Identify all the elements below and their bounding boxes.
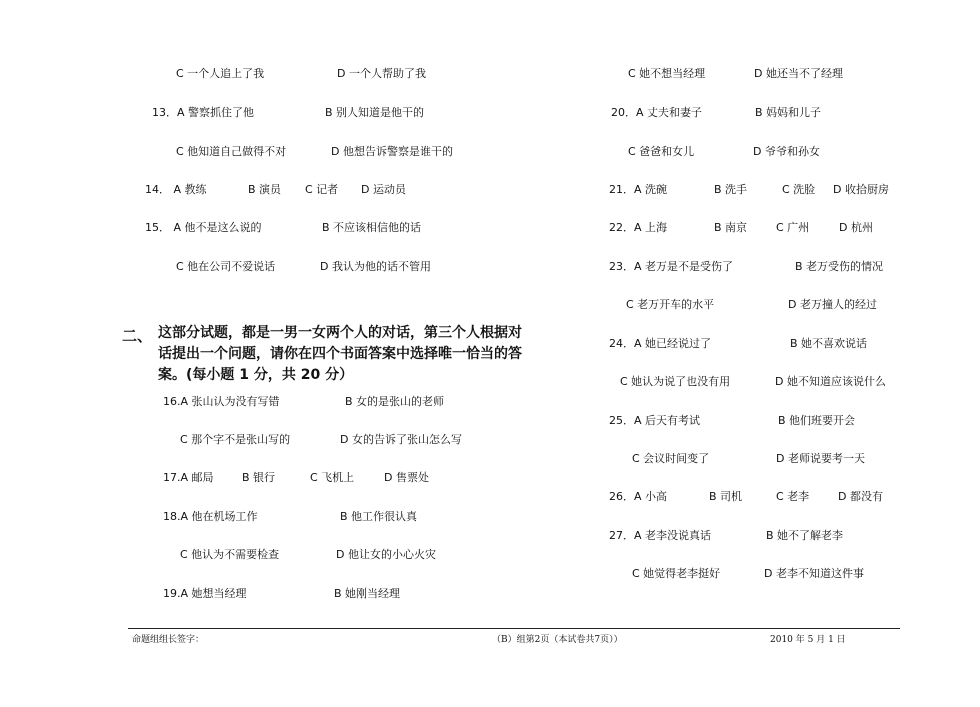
answer-option: D 我认为他的话不管用	[320, 260, 431, 273]
question-27: 27．A 老李没说真话	[609, 529, 712, 542]
answer-option: B 不应该相信他的话	[322, 221, 422, 234]
instruction-line: 案。(每小题 1 分，共 20 分）	[158, 367, 354, 383]
answer-option: B 南京	[714, 221, 748, 234]
answer-option: D 他让女的小心火灾	[336, 548, 436, 561]
answer-option: C 老万开车的水平	[626, 298, 715, 311]
answer-option: C 她觉得老李挺好	[632, 567, 721, 580]
question-14: 14． A 教练	[145, 183, 207, 196]
question-23: 23．A 老万是不是受伤了	[609, 260, 734, 273]
answer-option: B 妈妈和儿子	[755, 106, 822, 119]
answer-option: D 爷爷和孙女	[753, 145, 820, 158]
answer-option: B 别人知道是他干的	[325, 106, 425, 119]
answer-option: B 他工作很认真	[340, 510, 418, 523]
question-19: 19.A 她想当经理	[163, 587, 247, 600]
answer-option: B 老万受伤的情况	[795, 260, 884, 273]
question-17: 17.A 邮局	[163, 471, 214, 484]
answer-option: C 广州	[776, 221, 810, 234]
answer-option: D 运动员	[361, 183, 406, 196]
answer-option: D 她不知道应该说什么	[775, 375, 886, 388]
instruction-line: 这部分试题，都是一男一女两个人的对话，第三个人根据对	[158, 325, 522, 341]
section-instructions	[158, 323, 522, 386]
answer-option: B 司机	[709, 490, 743, 503]
question-15: 15． A 他不是这么说的	[145, 221, 262, 234]
question-24: 24．A 她已经说过了	[609, 337, 712, 350]
answer-option: C 飞机上	[310, 471, 355, 484]
answer-option: C 他知道自己做得不对	[176, 145, 287, 158]
answer-option: C 爸爸和女儿	[628, 145, 695, 158]
answer-option: B 他们班要开会	[778, 414, 856, 427]
answer-option: D 售票处	[384, 471, 429, 484]
answer-option: D 女的告诉了张山怎么写	[340, 433, 462, 446]
answer-option: C 她不想当经理	[628, 67, 706, 80]
footer-divider	[128, 628, 900, 629]
answer-option: B 她不喜欢说话	[790, 337, 868, 350]
question-16: 16.A 张山认为没有写错	[163, 395, 280, 408]
question-20: 20．A 丈夫和妻子	[611, 106, 703, 119]
answer-option: D 都没有	[838, 490, 883, 503]
answer-option: C 他在公司不爱说话	[176, 260, 276, 273]
answer-option: C 会议时间变了	[632, 452, 710, 465]
answer-option: C 一个人追上了我	[176, 67, 265, 80]
answer-option: B 女的是张山的老师	[345, 395, 445, 408]
answer-option: D 一个人帮助了我	[337, 67, 426, 80]
question-26: 26．A 小高	[609, 490, 668, 503]
answer-option: D 杭州	[839, 221, 873, 234]
answer-option: D 她还当不了经理	[754, 67, 843, 80]
answer-option: B 洗手	[714, 183, 748, 196]
answer-option: C 他认为不需要检查	[180, 548, 280, 561]
answer-option: C 记者	[305, 183, 339, 196]
answer-option: D 他想告诉警察是谁干的	[331, 145, 453, 158]
question-21: 21．A 洗碗	[609, 183, 668, 196]
question-25: 25．A 后天有考试	[609, 414, 701, 427]
answer-option: B 演员	[248, 183, 282, 196]
footer-date: 2010 年 5 月 1 日	[770, 635, 846, 645]
answer-option: C 老李	[776, 490, 810, 503]
answer-option: B 她不了解老李	[766, 529, 844, 542]
footer-page-number: （B）组第2页（本试卷共7页））	[492, 635, 623, 645]
answer-option: C 洗脸	[782, 183, 816, 196]
answer-option: B 银行	[242, 471, 276, 484]
answer-option: D 收拾厨房	[833, 183, 889, 196]
question-18: 18.A 他在机场工作	[163, 510, 258, 523]
answer-option: C 那个字不是张山写的	[180, 433, 291, 446]
answer-option: B 她刚当经理	[334, 587, 401, 600]
answer-option: D 老师说要考一天	[776, 452, 865, 465]
section-number: 二、	[122, 327, 153, 345]
answer-option: C 她认为说了也没有用	[620, 375, 731, 388]
footer-signature-label: 命题组组长签字：	[132, 635, 205, 645]
answer-option: D 老万撞人的经过	[788, 298, 877, 311]
question-13: 13．A 警察抓住了他	[152, 106, 255, 119]
question-22: 22．A 上海	[609, 221, 668, 234]
answer-option: D 老李不知道这件事	[764, 567, 864, 580]
instruction-line: 话提出一个问题，请你在四个书面答案中选择唯一恰当的答	[158, 346, 522, 362]
